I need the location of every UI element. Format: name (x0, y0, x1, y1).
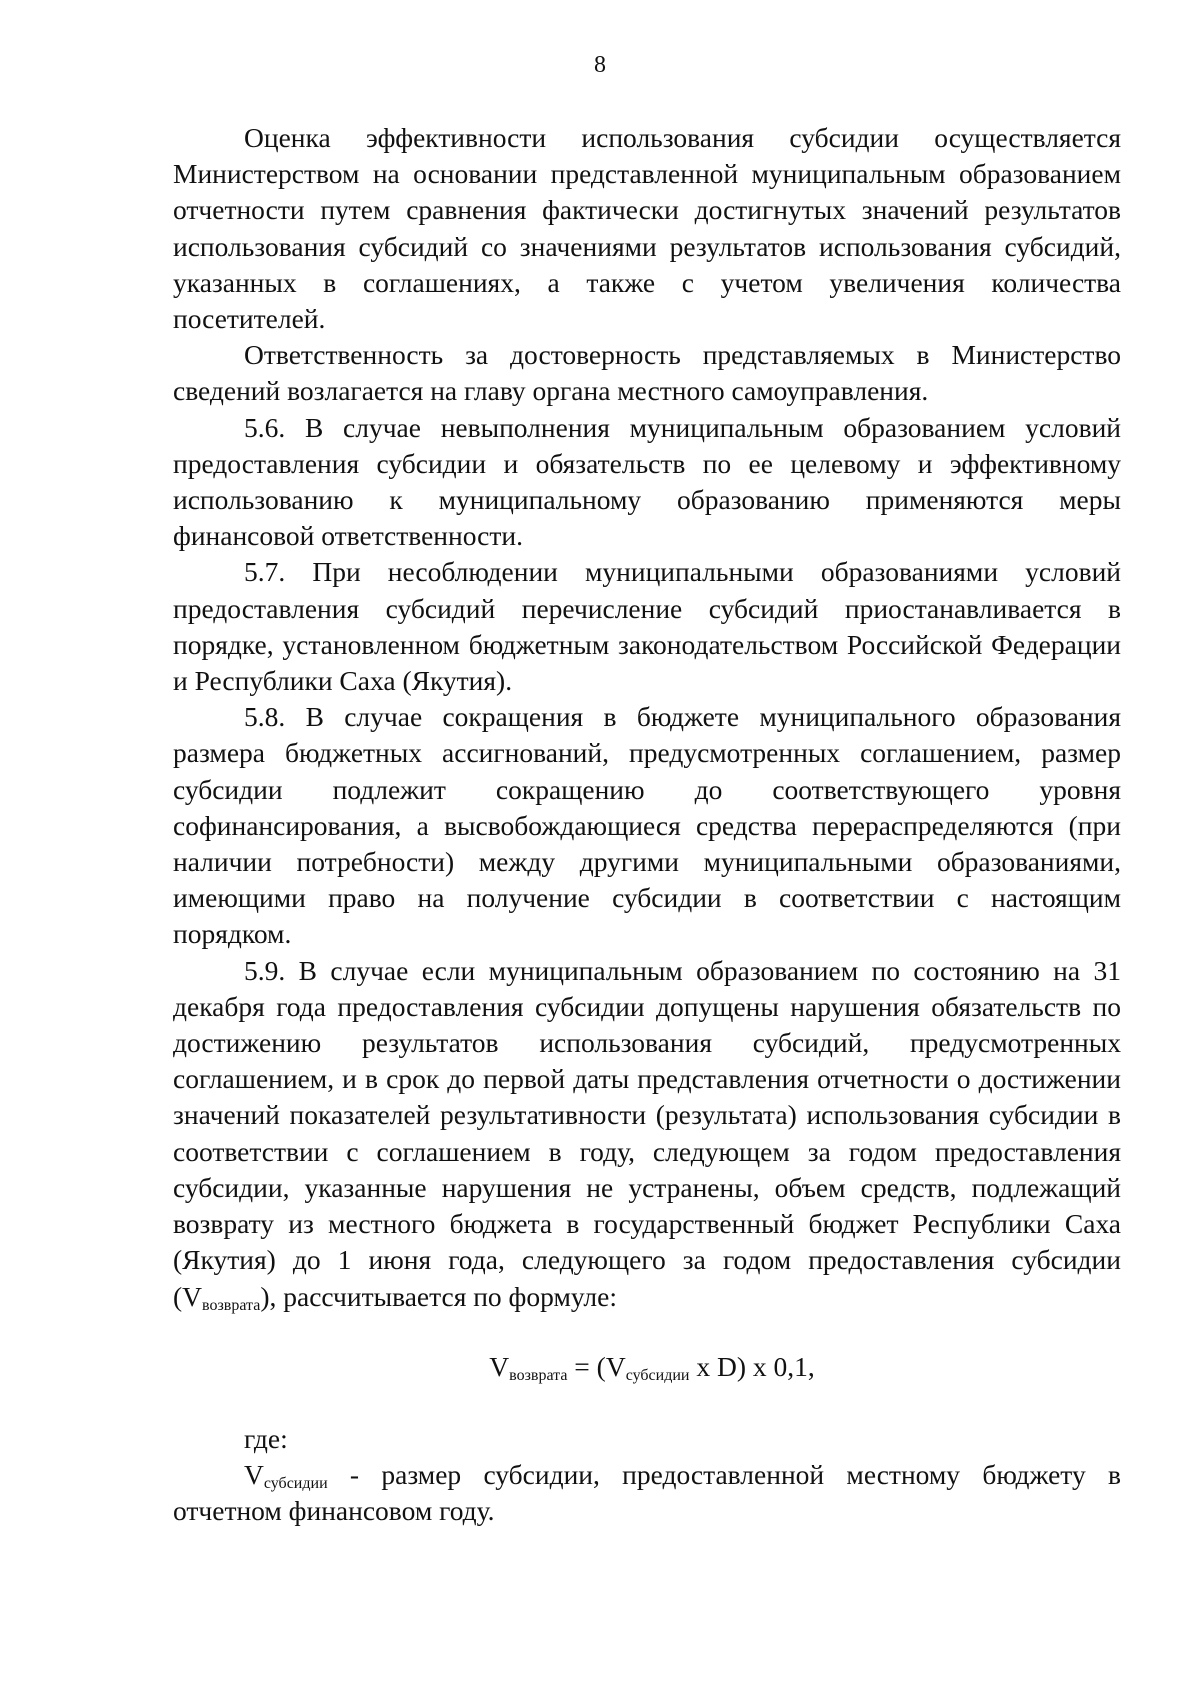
definition-sub-subsidii: субсидии (263, 1474, 328, 1492)
page-number: 8 (594, 52, 606, 78)
where-label: где: (244, 1422, 288, 1454)
paragraph-efficiency-assessment: Оценка эффективности использования субсидии осуществляется Министерством на основании представленной муниципальным образованием отчетности путем сравнения фактически достигнутых значений результатов использования субсидий со значениями результатов использования субсидий, указанных в соглашениях, а также с учетом увеличения количества посетителей. (173, 122, 1121, 335)
paragraph-5-8: 5.8. В случае сокращения в бюджете муниципального образования размера бюджетных ассигнований, предусмотренных соглашением, размер субсидии подлежит сокращению до соответствующего уровня софинансирования, а высвобождающиеся средства перераспределяются (при наличии потребности) между другими муниципальными образованиями, имеющими право на получение субсидии в соответствии с настоящим порядком. (173, 701, 1121, 950)
formula-middle: = (V (567, 1350, 626, 1382)
formula-sub-vozvrata: возврата (509, 1366, 568, 1384)
document-body (173, 120, 1121, 1529)
paragraph-5-6: 5.6. В случае невыполнения муниципальным образованием условий предоставления субсидии и обязательств по ее целевому и эффективному использованию к муниципальному образованию применяются меры финансовой ответственности. (173, 411, 1121, 552)
definition-text: - размер субсидии, предоставленной местному бюджету в отчетном финансовом году. (173, 1458, 1121, 1527)
definition-v: V (244, 1458, 264, 1490)
formula-v: V (489, 1350, 510, 1382)
subscript-vozvrata: возврата (202, 1296, 261, 1314)
formula (173, 1349, 1121, 1385)
formula-sub-subsidii: субсидии (625, 1366, 690, 1384)
paragraph-5-9-tail: ), рассчитывается по формуле: (260, 1280, 617, 1312)
paragraph-5-9 (173, 953, 1121, 1315)
paragraph-5-9-text: 5.9. В случае если муниципальным образованием по состоянию на 31 декабря года предоставления субсидии допущены нарушения обязательств по достижению результатов использования субсидий, предусмотренных соглашением, и в срок до первой даты представления отчетности о достижении значений показателей результативности (результата) использования субсидии в соответствии с соглашением в году, следующем за годом предоставления субсидии, указанные нарушения не устранены, объем средств, подлежащий возврату из местного бюджета в государственный бюджет Республики Саха (Якутия) до 1 июня года, следующего за годом предоставления субсидии (V (173, 954, 1121, 1312)
formula-tail: x D) x 0,1, (689, 1350, 815, 1382)
definition-v-subsidii (173, 1457, 1121, 1529)
paragraph-responsibility: Ответственность за достоверность представляемых в Министерство сведений возлагается на главу органа местного самоуправления. (173, 339, 1121, 407)
paragraph-5-7: 5.7. При несоблюдении муниципальными образованиями условий предоставления субсидий перечисление субсидий приостанавливается в порядке, установленном бюджетным законодательством Российской Федерации и Республики Саха (Якутия). (173, 556, 1121, 697)
